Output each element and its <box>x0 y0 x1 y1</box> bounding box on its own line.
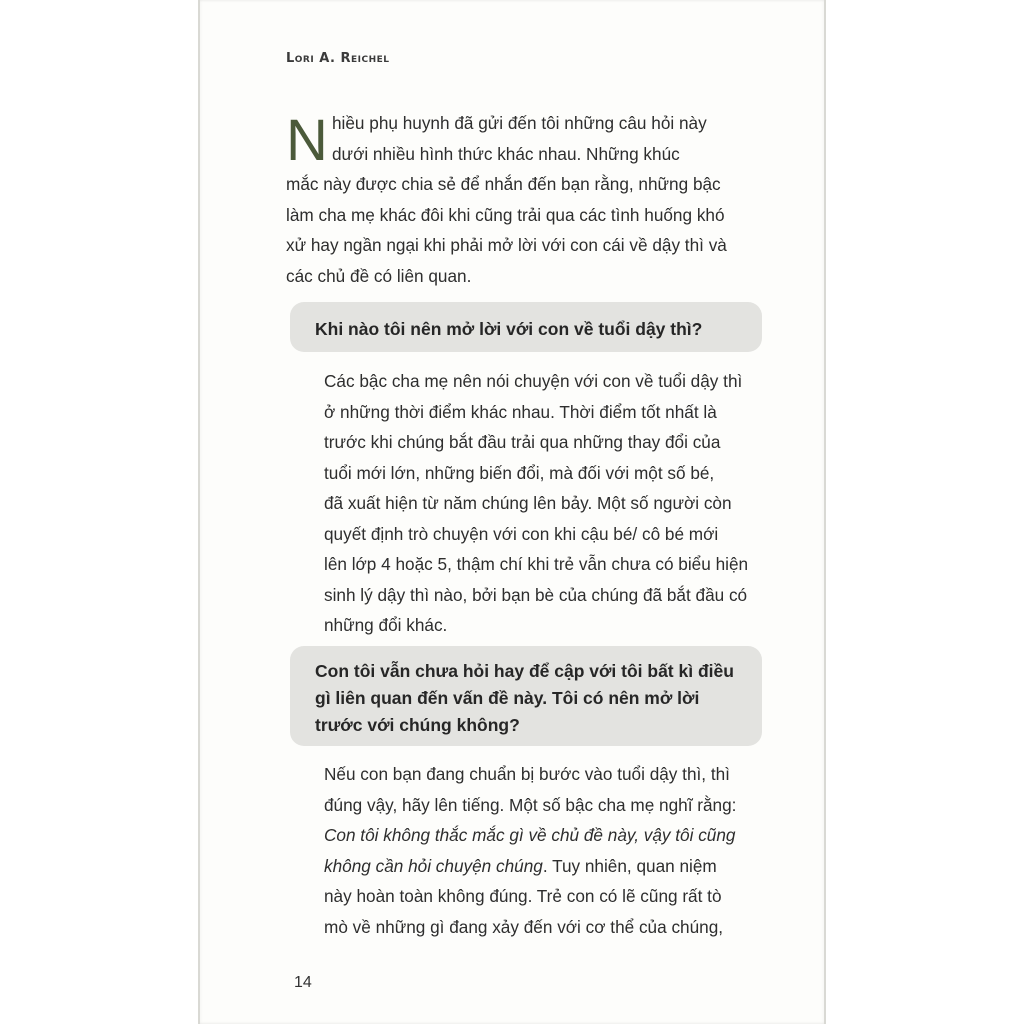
answer-line: tuổi mới lớn, những biến đổi, mà đối với một số bé, <box>324 462 715 483</box>
question-box-2 <box>290 646 762 746</box>
page-number: 14 <box>294 974 312 991</box>
intro-line: xử hay ngần ngại khi phải mở lời với con cái về dậy thì và <box>286 235 727 255</box>
page-edge-left <box>198 0 200 1024</box>
intro-line: làm cha mẹ khác đôi khi cũng trải qua các tình huống khó <box>286 204 725 225</box>
answer-line: trước khi chúng bắt đầu trải qua những thay đổi của <box>324 432 721 452</box>
intro-line: dưới nhiều hình thức khác nhau. Những khúc <box>332 143 680 164</box>
answer-line: ở những thời điểm khác nhau. Thời điểm tốt nhất là <box>324 401 717 422</box>
question-line: gì liên quan đến vấn đề này. Tôi có nên mở lời <box>315 688 700 708</box>
answer-line: đã xuất hiện từ năm chúng lên bảy. Một số người còn <box>324 493 732 513</box>
running-head: Lori A. Reichel <box>286 51 390 66</box>
question-1-text: Khi nào tôi nên mở lời với con về tuổi dậy thì? <box>315 319 703 339</box>
answer-line: Các bậc cha mẹ nên nói chuyện với con về tuổi dậy thì <box>324 371 743 391</box>
intro-line: hiều phụ huynh đã gửi đến tôi những câu hỏi này <box>332 113 707 133</box>
intro-paragraph <box>286 108 776 291</box>
answer-line-rest: . Tuy nhiên, quan niệm <box>542 855 717 876</box>
answer-line: quyết định trò chuyện với con khi cậu bé/ cô bé mới <box>324 523 719 544</box>
book-page <box>198 0 826 1024</box>
intro-line: các chủ đề có liên quan. <box>286 265 472 286</box>
answer-line: đúng vậy, hãy lên tiếng. Một số bậc cha mẹ nghĩ rằng: <box>324 794 737 815</box>
answer-line: lên lớp 4 hoặc 5, thậm chí khi trẻ vẫn chưa có biểu hiện <box>324 554 749 574</box>
answer-line-mixed <box>324 851 736 882</box>
question-line: Con tôi vẫn chưa hỏi hay để cập với tôi bất kì điều <box>315 661 734 681</box>
answer-line: mò về những gì đang xảy đến với cơ thể của chúng, <box>324 916 724 937</box>
page-edge-right <box>824 0 826 1024</box>
question-line: trước với chúng không? <box>315 715 520 735</box>
answer-line: những đổi khác. <box>324 615 448 635</box>
answer-line: sinh lý dậy thì nào, bởi bạn bè của chúng đã bắt đầu có <box>324 584 748 605</box>
question-2-text <box>315 658 734 739</box>
drop-cap: N <box>286 108 328 173</box>
intro-line: mắc này được chia sẻ để nhắn đến bạn rằng, những bậc <box>286 174 721 194</box>
answer-line-italic <box>324 820 736 851</box>
answer-line: Nếu con bạn đang chuẩn bị bước vào tuổi dậy thì, thì <box>324 764 730 784</box>
italic-quote: không cần hỏi chuyện chúng <box>324 855 543 876</box>
italic-quote: Con tôi không thắc mắc gì về chủ đề này, vậy tôi cũng <box>324 825 736 845</box>
answer-line: này hoàn toàn không đúng. Trẻ con có lẽ cũng rất tò <box>324 886 722 906</box>
question-box-1 <box>290 302 762 352</box>
answer-1-paragraph <box>324 366 748 641</box>
answer-2-paragraph <box>324 759 736 942</box>
